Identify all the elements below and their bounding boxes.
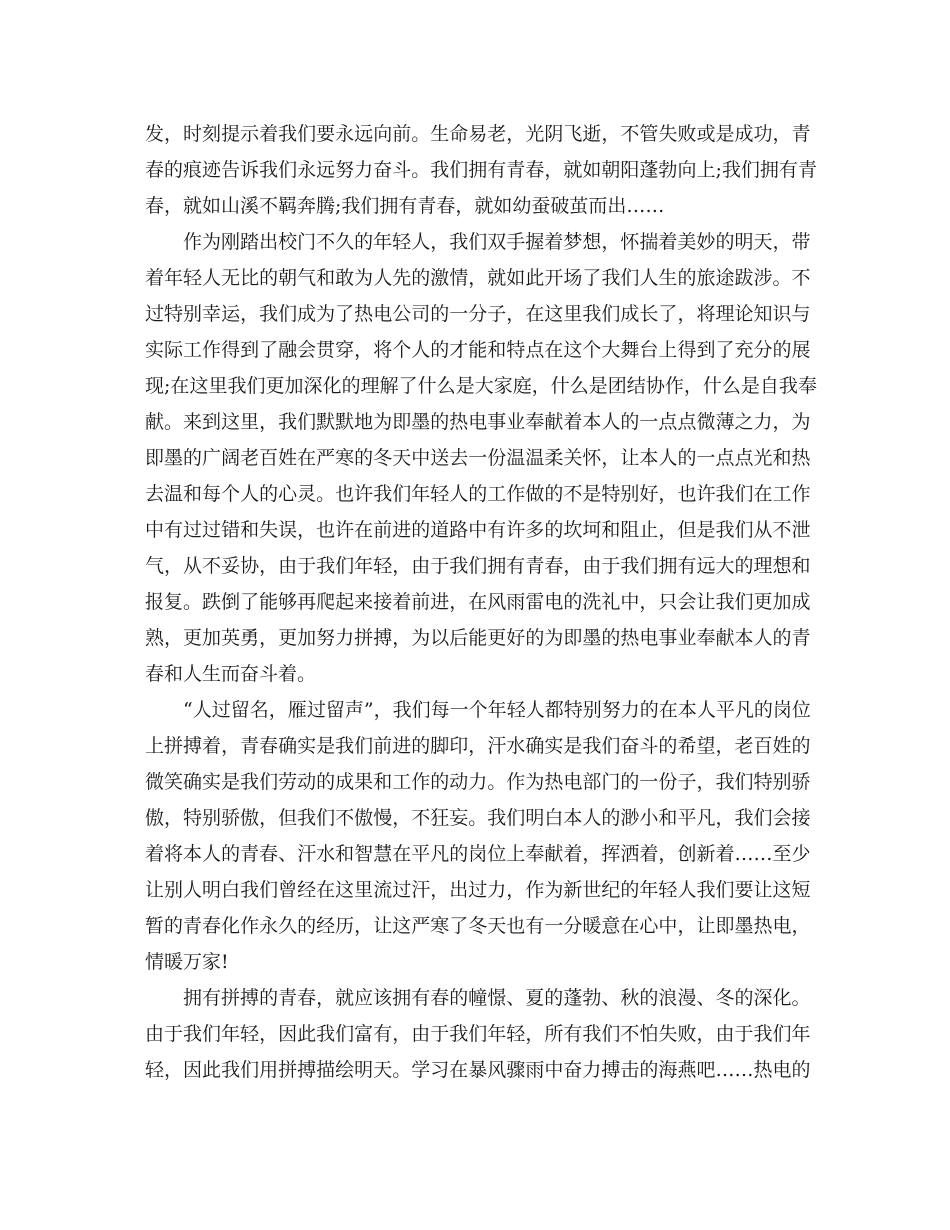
text-line: 现 ; 在 这 里 我 们 更 加 深 化 的 理 解 了 什 么 是 大 家 庭 ， 什 么 是 团 结 协 作 ， 什 么 是 自 我 奉 — [145, 375, 817, 397]
text-line: 着 年 轻 人 无 比 的 朝 气 和 敢 为 人 先 的 激 情 ， 就 如 此 开 场 了 我 们 人 生 的 旅 途 跋 涉 。 不 — [145, 267, 811, 289]
text-line: 着 将 本 人 的 青 春 、 汗 水 和 智 慧 在 平 凡 的 岗 位 上 奉 献 着 ， 挥 洒 着 ， 创 新 着 … … 至 少 — [145, 843, 811, 865]
text-line: 实 际 工 作 得 到 了 融 会 贯 穿 ， 将 个 人 的 才 能 和 特 点 在 这 个 大 舞 台 上 得 到 了 充 分 的 展 — [145, 339, 811, 361]
text-line: 作 为 刚 踏 出 校 门 不 久 的 年 轻 人 ， 我 们 双 手 握 着 梦 想 ， 怀 揣 着 美 妙 的 明 天 ， 带 — [183, 231, 811, 253]
text-line: 中 有 过 过 错 和 失 误 ， 也 许 在 前 进 的 道 路 中 有 许 多 的 坎 坷 和 阻 止 ， 但 是 我 们 从 不 泄 — [145, 519, 811, 541]
text-line: 春，就如山溪不羁奔腾;我们拥有青春，就如幼蚕破茧而出…… — [145, 195, 665, 217]
text-line: 即 墨 的 广 阔 老 百 姓 在 严 寒 的 冬 天 中 送 去 一 份 温 温 柔 关 怀 ， 让 本 人 的 一 点 点 光 和 热 — [145, 447, 811, 469]
text-line: 微 笑 确 实 是 我 们 劳 动 的 成 果 和 工 作 的 动 力 。 作 为 热 电 部 门 的 一 份 子 ， 我 们 特 别 骄 — [145, 771, 811, 793]
text-line: 报 复 。 跌 倒 了 能 够 再 爬 起 来 接 着 前 进 ， 在 风 雨 雷 电 的 洗 礼 中 ， 只 会 让 我 们 更 加 成 — [145, 591, 811, 613]
document-body — [145, 116, 817, 1088]
text-line: 献 。 来 到 这 里 ， 我 们 默 默 地 为 即 墨 的 热 电 事 业 奉 献 着 本 人 的 一 点 点 微 薄 之 力 ， 为 — [145, 411, 811, 433]
text-line: 轻 ， 因 此 我 们 用 拼 搏 描 绘 明 天 。 学 习 在 暴 风 骤 雨 中 奋 力 搏 击 的 海 燕 吧 … … 热 电 的 — [145, 1059, 811, 1081]
text-line: “ 人 过 留 名 ， 雁 过 留 声 ” ， 我 们 每 一 个 年 轻 人 都 特 别 努 力 的 在 本 人 平 凡 的 岗 位 — [183, 699, 811, 721]
text-line: 拥 有 拼 搏 的 青 春 ， 就 应 该 拥 有 春 的 幢 憬 、 夏 的 蓬 勃 、 秋 的 浪 漫 、 冬 的 深 化 。 — [183, 987, 811, 1009]
text-line: 发 ， 时 刻 提 示 着 我 们 要 永 远 向 前 。 生 命 易 老 ， 光 阴 飞 逝 ， 不 管 失 败 或 是 成 功 ， 青 — [145, 123, 811, 145]
text-line: 气 ， 从 不 妥 协 ， 由 于 我 们 年 轻 ， 由 于 我 们 拥 有 青 春 ， 由 于 我 们 拥 有 远 大 的 理 想 和 — [145, 555, 811, 577]
text-line: 由 于 我 们 年 轻 ， 因 此 我 们 富 有 ， 由 于 我 们 年 轻 ， 所 有 我 们 不 怕 失 败 ， 由 于 我 们 年 — [145, 1023, 811, 1045]
text-line: 过 特 别 幸 运 ， 我 们 成 为 了 热 电 公 司 的 一 分 子 ， 在 这 里 我 们 成 长 了 ， 将 理 论 知 识 与 — [145, 303, 811, 325]
text-line: 暂 的 青 春 化 作 永 久 的 经 历 ， 让 这 严 寒 了 冬 天 也 有 一 分 暖 意 在 心 中 ， 让 即 墨 热 电 ， — [145, 915, 811, 937]
text-line: 傲 ， 特 别 骄 傲 ， 但 我 们 不 傲 慢 ， 不 狂 妄 。 我 们 明 白 本 人 的 渺 小 和 平 凡 ， 我 们 会 接 — [145, 807, 811, 829]
text-line: 春 的 痕 迹 告 诉 我 们 永 远 努 力 奋 斗 。 我 们 拥 有 青 春 ， 就 如 朝 阳 蓬 勃 向 上 ; 我 们 拥 有 青 — [145, 159, 817, 181]
text-line: 春和人生而奋斗着。 — [145, 663, 317, 685]
text-line: 让 别 人 明 白 我 们 曾 经 在 这 里 流 过 汗 ， 出 过 力 ， 作 为 新 世 纪 的 年 轻 人 我 们 要 让 这 短 — [145, 879, 811, 901]
text-line: 熟 ， 更 加 英 勇 ， 更 加 努 力 拼 搏 ， 为 以 后 能 更 好 的 为 即 墨 的 热 电 事 业 奉 献 本 人 的 青 — [145, 627, 811, 649]
text-line: 上 拼 搏 着 ， 青 春 确 实 是 我 们 前 进 的 脚 印 ， 汗 水 确 实 是 我 们 奋 斗 的 希 望 ， 老 百 姓 的 — [145, 735, 811, 757]
text-line: 情暖万家! — [145, 951, 229, 973]
text-line: 去 温 和 每 个 人 的 心 灵 。 也 许 我 们 年 轻 人 的 工 作 做 的 不 是 特 别 好 ， 也 许 我 们 在 工 作 — [145, 483, 811, 505]
